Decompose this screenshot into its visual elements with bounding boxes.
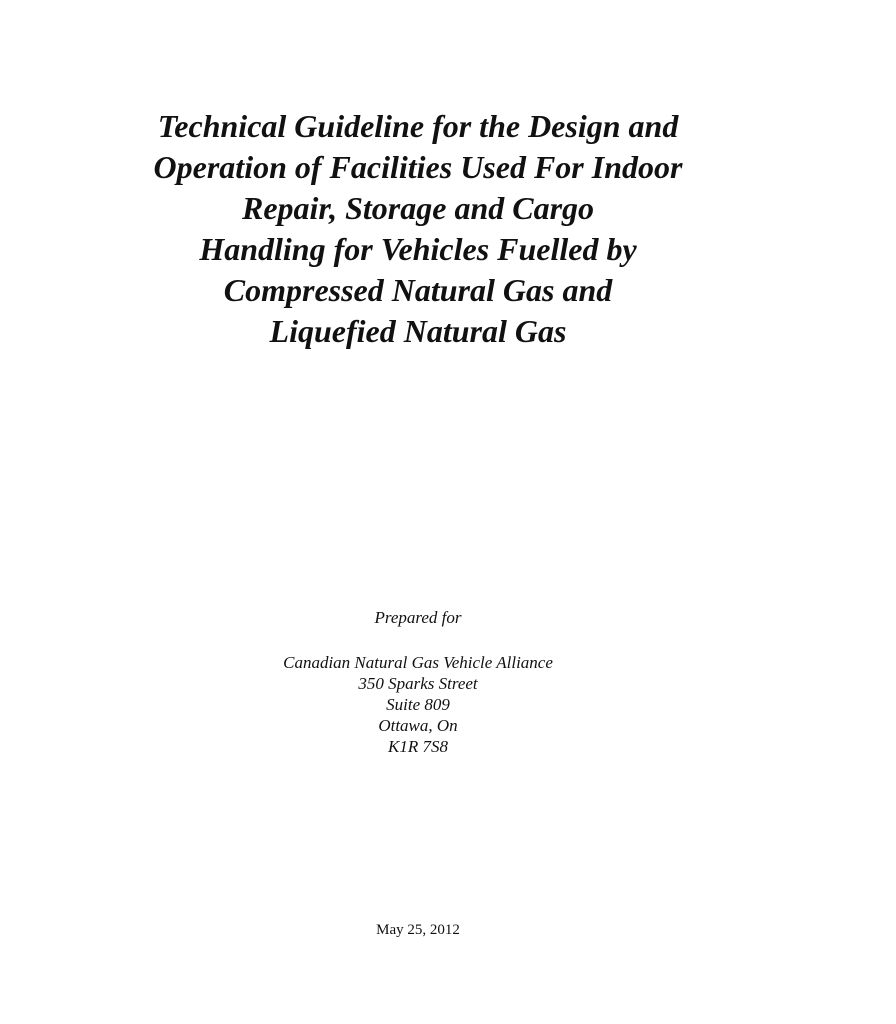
recipient-postal-code: K1R 7S8 (388, 737, 448, 756)
document-title (60, 106, 776, 352)
document-date: May 25, 2012 (376, 922, 460, 938)
recipient-address (0, 652, 836, 757)
recipient-organization: Canadian Natural Gas Vehicle Alliance (283, 653, 553, 672)
title-line-4: Handling for Vehicles Fuelled by (199, 231, 637, 267)
recipient-street: 350 Sparks Street (358, 674, 478, 693)
title-line-3: Repair, Storage and Cargo (241, 190, 595, 226)
recipient-city: Ottawa, On (378, 716, 458, 735)
title-line-6: Liquefied Natural Gas (269, 313, 567, 349)
recipient-suite: Suite 809 (386, 695, 450, 714)
title-line-1: Technical Guideline for the Design and (157, 108, 679, 144)
title-line-2: Operation of Facilities Used For Indoor (153, 149, 683, 185)
title-line-5: Compressed Natural Gas and (223, 272, 613, 308)
prepared-for-label: Prepared for (374, 608, 462, 627)
